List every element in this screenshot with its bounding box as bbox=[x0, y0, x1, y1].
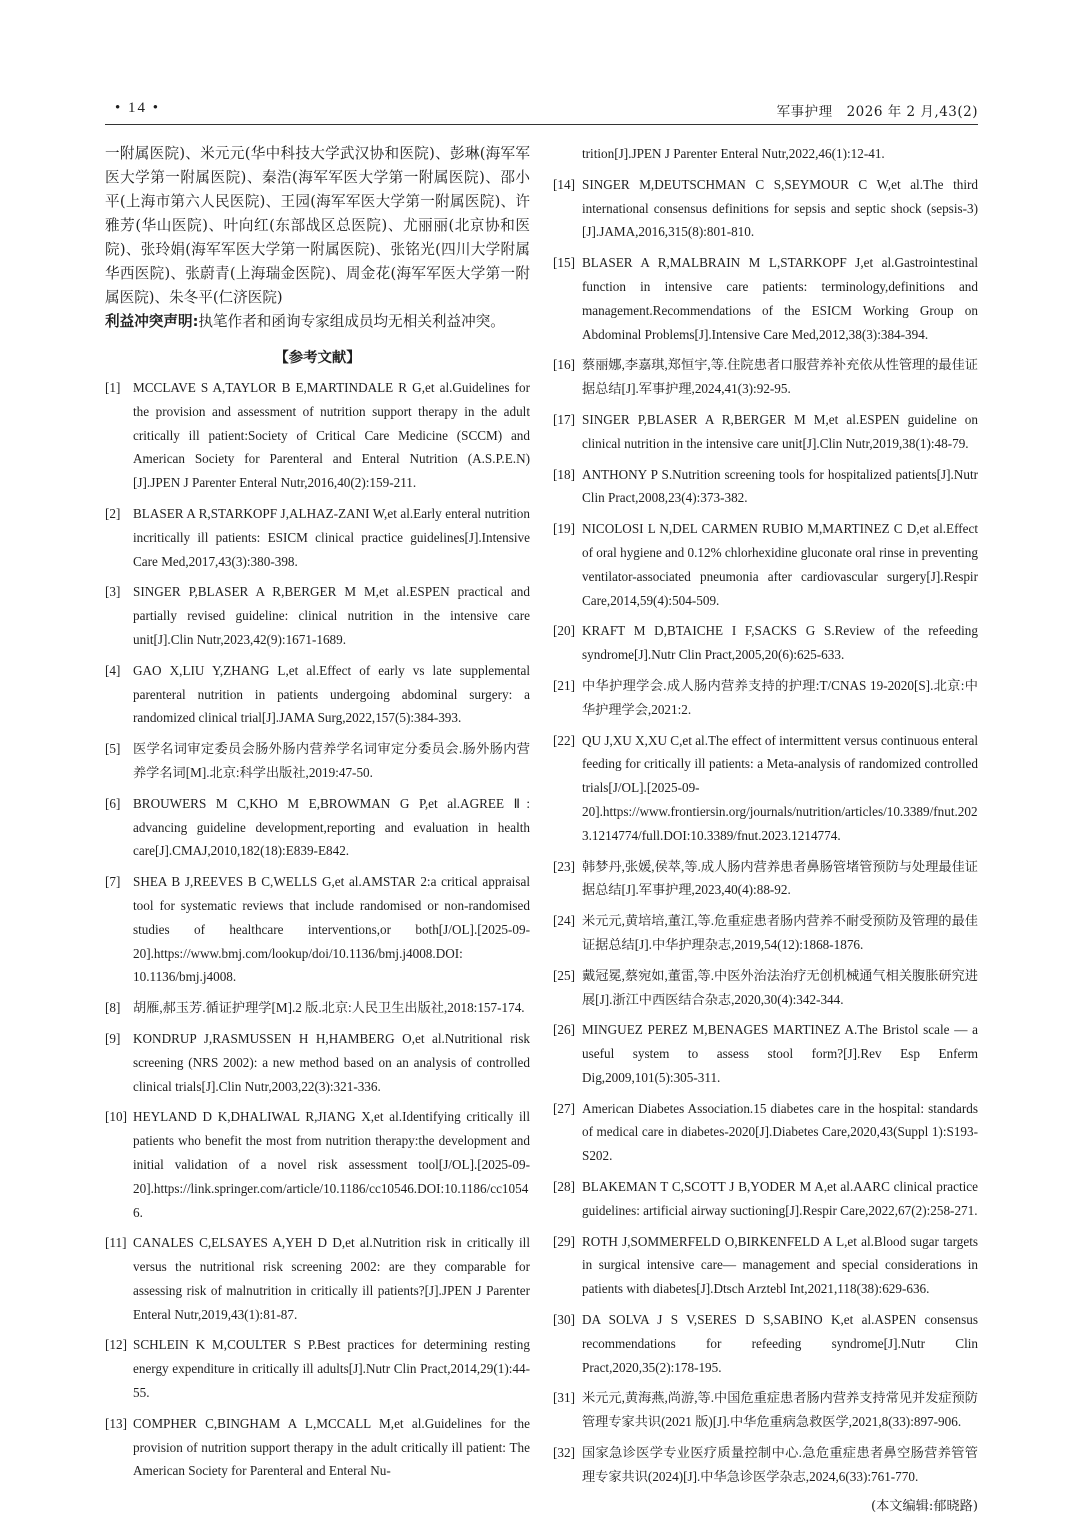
reference-item bbox=[105, 1105, 530, 1224]
reference-number: [20] bbox=[553, 623, 575, 639]
journal-info: 军事护理 2026 年 2 月,43(2) bbox=[776, 104, 978, 120]
reference-number: [32] bbox=[553, 1445, 575, 1461]
reference-item bbox=[553, 463, 978, 511]
reference-text: BLASER A R,MALBRAIN M L,STARKOPF J,et al.Gastrointestinal function in intensive care patients: terminology,definitions and management.Recommendations of the ESICM Working Group on Abdominal Problems[J].Intensive Care Med,2012,38(3):384-394. bbox=[582, 255, 978, 342]
reference-item bbox=[105, 376, 530, 495]
reference-number: [8] bbox=[105, 1000, 121, 1016]
reference-item bbox=[553, 1097, 978, 1168]
page-number: • 14 • bbox=[115, 100, 161, 116]
reference-item bbox=[105, 1027, 530, 1098]
reference-item bbox=[105, 870, 530, 989]
reference-text: NICOLOSI L N,DEL CARMEN RUBIO M,MARTINEZ C D,et al.Effect of oral hygiene and 0.12% chlorhexidine gluconate oral rinse in preventing ventilator-associated pneumonia after cardiovascular surgery[J].Respir Care,2014,59(4):504-509. bbox=[582, 521, 978, 608]
reference-text: 中华护理学会.成人肠内营养支持的护理:T/CNAS 19-2020[S].北京:中华护理学会,2021:2. bbox=[582, 677, 978, 717]
reference-number: [25] bbox=[553, 967, 575, 983]
reference-number: [27] bbox=[553, 1100, 575, 1116]
reference-number: [1] bbox=[105, 380, 121, 395]
reference-item bbox=[553, 1386, 978, 1434]
coi-text: 执笔作者和函询专家组成员均无相关利益冲突。 bbox=[198, 313, 505, 330]
reference-item bbox=[553, 729, 978, 848]
reference-number: [4] bbox=[105, 662, 121, 678]
reference-text: 蔡丽娜,李嘉琪,郑恒宇,等.住院患者口服营养补充依从性管理的最佳证据总结[J].军事护理,2024,41(3):92-95. bbox=[582, 357, 978, 397]
expert-members-text: 一附属医院)、米元元(华中科技大学武汉协和医院)、彭琳(海军军医大学第一附属医院)、秦浩(海军军医大学第一附属医院)、邵小平(上海市第六人民医院)、王园(海军军医大学第一附属医院)、许雅芳(华山医院)、叶向红(东部战区总医院)、尤丽丽(北京协和医院)、张玲娟(海军军医大学第一附属医院)、张铭光(四川大学附属华西医院)、张蔚青(上海瑞金医院)、周金花(海军军医大学第一附属医院)、朱冬平(仁济医院) bbox=[105, 145, 530, 306]
reference-number: [5] bbox=[105, 741, 121, 757]
reference-text: BLASER A R,STARKOPF J,ALHAZ-ZANI W,et al.Early enteral nutrition incritically ill patients: ESICM clinical practice guidelines[J].Intensive Care Med,2017,43(3):380-398. bbox=[133, 505, 530, 569]
editor-note: (本文编辑:郁晓路) bbox=[870, 1498, 978, 1514]
page-header bbox=[105, 98, 978, 125]
reference-number: [2] bbox=[105, 505, 121, 521]
reference-number: [16] bbox=[553, 357, 575, 373]
reference-number: [22] bbox=[553, 732, 575, 748]
reference-number: [14] bbox=[553, 176, 575, 192]
reference-item bbox=[105, 996, 530, 1020]
reference-list-right bbox=[553, 173, 978, 1489]
reference-text: 医学名词审定委员会肠外肠内营养学名词审定分委员会.肠外肠内营养学名词[M].北京:科学出版社,2019:47-50. bbox=[133, 741, 530, 780]
reference-number: [9] bbox=[105, 1030, 121, 1046]
reference-number: [11] bbox=[105, 1235, 127, 1251]
reference-text: MCCLAVE S A,TAYLOR B E,MARTINDALE R G,et al.Guidelines for the provision and assessment of nutrition support therapy in the adult critically ill patient:Society of Critical Care Medicine (SCCM) and American Society for Parenteral and Enteral Nutrition (A.S.P.E.N)[J].JPEN J Parenter Enteral Nutr,2016,40(2):159-211. bbox=[133, 380, 530, 491]
reference-number: [7] bbox=[105, 874, 121, 890]
reference-item bbox=[105, 1412, 530, 1483]
reference-text: KRAFT M D,BTAICHE I F,SACKS G S.Review of the refeeding syndrome[J].Nutr Clin Pract,2005,20(6):625-633. bbox=[582, 623, 978, 663]
reference-text: ANTHONY P S.Nutrition screening tools for hospitalized patients[J].Nutr Clin Pract,2008,23(4):373-382. bbox=[582, 466, 978, 506]
reference-number: [26] bbox=[553, 1022, 575, 1038]
coi-label: 利益冲突声明: bbox=[105, 313, 199, 330]
reference-item bbox=[553, 353, 978, 401]
reference-number: [3] bbox=[105, 584, 121, 600]
reference-text: SINGER P,BLASER A R,BERGER M M,et al.ESPEN practical and partially revised guideline: clinical nutrition in the intensive care unit[J].Clin Nutr,2023,42(9):1671-1689. bbox=[133, 584, 530, 647]
left-column bbox=[105, 142, 530, 1490]
reference-text: BLAKEMAN T C,SCOTT J B,YODER M A,et al.AARC clinical practice guidelines: artificial airway suctioning[J].Respir Care,2022,67(2):258-271. bbox=[582, 1179, 978, 1218]
reference-item bbox=[553, 855, 978, 903]
reference-text: American Diabetes Association.15 diabetes care in the hospital: standards of medical care in diabetes-2020[J].Diabetes Care,2020,43(Suppl 1):S193-S202. bbox=[582, 1100, 978, 1164]
reference-number: [23] bbox=[553, 858, 575, 874]
reference-number: [29] bbox=[553, 1233, 575, 1249]
reference-number: [6] bbox=[105, 795, 121, 811]
reference-number: [15] bbox=[553, 255, 575, 271]
reference-text: SINGER M,DEUTSCHMAN C S,SEYMOUR C W,et al.The third international consensus definitions for sepsis and septic shock (sepsis-3)[J].JAMA,2016,315(8):801-810. bbox=[582, 176, 978, 240]
reference-number: [21] bbox=[553, 677, 575, 693]
reference-text: ROTH J,SOMMERFELD O,BIRKENFELD A L,et al.Blood sugar targets in surgical intensive care— management and special considerations in patients with diabetes[J].Dtsch Arztebl Int,2021,118(38):629-636. bbox=[582, 1233, 978, 1297]
reference-number: [12] bbox=[105, 1337, 127, 1353]
reference-item bbox=[553, 964, 978, 1012]
reference-list-left bbox=[105, 376, 530, 1483]
reference-text: 国家急诊医学专业医疗质量控制中心.急危重症患者鼻空肠营养管管理专家共识(2024)[J].中华急诊医学杂志,2024,6(33):761-770. bbox=[582, 1445, 978, 1484]
reference-item bbox=[553, 674, 978, 722]
reference-text: BROUWERS M C,KHO M E,BROWMAN G P,et al.AGREE Ⅱ: advancing guideline development,reporting and evaluation in health care[J].CMAJ,2010,182(18):E839-E842. bbox=[133, 795, 530, 859]
reference-text: CANALES C,ELSAYES A,YEH D D,et al.Nutrition risk in critically ill versus the nutritional risk screening 2002: are they comparable for assessing risk of malnutrition in critically ill patients?[J].JPEN J Parenter Enteral Nutr,2019,43(1):81-87. bbox=[133, 1235, 530, 1322]
reference-text: 戴冠冕,蔡宛如,董雷,等.中医外治法治疗无创机械通气相关腹胀研究进展[J].浙江中西医结合杂志,2020,30(4):342-344. bbox=[582, 967, 978, 1007]
reference-number: [28] bbox=[553, 1179, 575, 1195]
reference-item bbox=[553, 1175, 978, 1223]
reference-item bbox=[553, 619, 978, 667]
reference-item bbox=[105, 659, 530, 730]
reference-item bbox=[553, 909, 978, 957]
reference-item bbox=[105, 1333, 530, 1404]
conflict-of-interest bbox=[105, 310, 530, 334]
reference-item bbox=[553, 408, 978, 456]
reference-text: 米元元,黄培培,董江,等.危重症患者肠内营养不耐受预防及管理的最佳证据总结[J].中华护理杂志,2019,54(12):1868-1876. bbox=[582, 913, 978, 952]
reference-text: MINGUEZ PEREZ M,BENAGES MARTINEZ A.The Bristol scale — a useful system to assess stool form?[J].Rev Esp Enferm Dig,2009,101(5):305-311. bbox=[582, 1022, 978, 1085]
reference-text: SHEA B J,REEVES B C,WELLS G,et al.AMSTAR 2:a critical appraisal tool for systematic reviews that include randomised or non-randomised studies of healthcare interventions,or both[J/OL].[2025-09-20].https://www.bmj.com/lookup/doi/10.1136/bmj.j4008.DOI: 10.1136/bmj.j4008. bbox=[133, 874, 530, 985]
reference-number: [13] bbox=[105, 1415, 127, 1431]
reference-item bbox=[553, 1018, 978, 1089]
reference-item bbox=[105, 502, 530, 573]
reference-text: 韩梦丹,张媛,侯萃,等.成人肠内营养患者鼻肠管堵管预防与处理最佳证据总结[J].军事护理,2023,40(4):88-92. bbox=[582, 858, 978, 898]
reference-number: [18] bbox=[553, 466, 575, 482]
reference-item bbox=[553, 251, 978, 346]
reference-number: [10] bbox=[105, 1109, 127, 1125]
reference-number: [17] bbox=[553, 411, 575, 427]
reference-item bbox=[105, 792, 530, 863]
reference-text: 米元元,黄海燕,尚游,等.中国危重症患者肠内营养支持常见并发症预防管理专家共识(2021 版)[J].中华危重病急救医学,2021,8(33):897-906. bbox=[582, 1390, 978, 1430]
references-title: 【参考文献】 bbox=[274, 350, 361, 366]
reference-number: [24] bbox=[553, 913, 575, 929]
reference-item bbox=[553, 517, 978, 612]
reference-text: HEYLAND D K,DHALIWAL R,JIANG X,et al.Identifying critically ill patients who benefit the most from nutrition therapy:the development and initial validation of a novel risk assessment tool[J/OL].[2025-09-20].https://link.springer.com/article/10.1186/cc10546.DOI:10.1186/cc10546. bbox=[133, 1109, 530, 1220]
reference-text: QU J,XU X,XU C,et al.The effect of intermittent versus continuous enteral feeding for critically ill patients: a Meta-analysis of randomized controlled trials[J/OL].[2025-09-20].https://www.frontiersin.org/journals/nutrition/articles/10.3389/fnut.2023.1214774/full.DOI:10.3389/fnut.2023.1214774. bbox=[582, 732, 979, 843]
reference-item bbox=[105, 737, 530, 785]
reference-number: [30] bbox=[553, 1312, 575, 1328]
reference-text: SCHLEIN K M,COULTER S P.Best practices for determining resting energy expenditure in critically ill adults[J].Nutr Clin Pract,2014,29(1):44-55. bbox=[133, 1337, 530, 1401]
reference-text: 胡雁,郝玉芳.循证护理学[M].2 版.北京:人民卫生出版社,2018:157-174. bbox=[133, 1000, 525, 1016]
reference-item bbox=[105, 1231, 530, 1326]
reference-item bbox=[553, 173, 978, 244]
reference-item bbox=[553, 1441, 978, 1489]
reference-item bbox=[105, 580, 530, 651]
right-column bbox=[553, 142, 978, 1518]
reference-continuation: trition[J].JPEN J Parenter Enteral Nutr,2022,46(1):12-41. bbox=[582, 146, 885, 161]
reference-text: GAO X,LIU Y,ZHANG L,et al.Effect of early vs late supplemental parenteral nutrition in patients undergoing abdominal surgery: a randomized clinical trial[J].JAMA Surg,2022,157(5):384-393. bbox=[133, 662, 530, 726]
reference-text: DA SOLVA J S V,SERES D S,SABINO K,et al.ASPEN consensus recommendations for refeeding syndrome[J].Nutr Clin Pract,2020,35(2):178-195. bbox=[582, 1312, 978, 1375]
reference-number: [19] bbox=[553, 521, 575, 537]
reference-number: [31] bbox=[553, 1390, 575, 1406]
reference-item bbox=[553, 1230, 978, 1301]
reference-item bbox=[553, 1308, 978, 1379]
reference-text: COMPHER C,BINGHAM A L,MCCALL M,et al.Guidelines for the provision of nutrition support therapy in the adult critically ill patient: The American Society for Parenteral and Enteral Nu- bbox=[133, 1415, 530, 1479]
reference-text: KONDRUP J,RASMUSSEN H H,HAMBERG O,et al.Nutritional risk screening (NRS 2002): a new method based on an analysis of controlled clinical trials[J].Clin Nutr,2003,22(3):321-336. bbox=[133, 1030, 530, 1094]
reference-text: SINGER P,BLASER A R,BERGER M M,et al.ESPEN guideline on clinical nutrition in the intensive care unit[J].Clin Nutr,2019,38(1):48-79. bbox=[582, 411, 978, 451]
